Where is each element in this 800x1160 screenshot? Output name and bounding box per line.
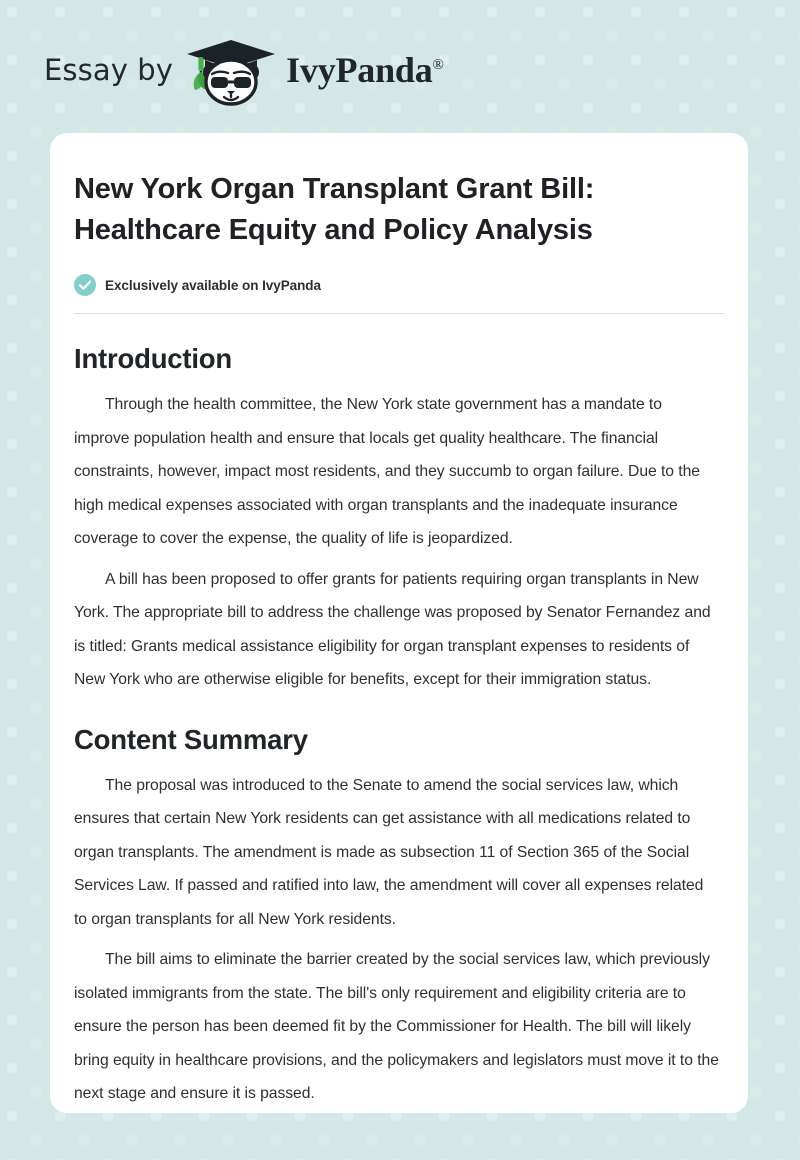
- essay-by-label: Essay by: [44, 52, 174, 87]
- section-heading-introduction: Introduction: [74, 343, 232, 374]
- title-divider: [74, 313, 725, 314]
- brand-header: [44, 34, 444, 106]
- registered-trademark-symbol: ®: [432, 57, 444, 73]
- panda-graduate-logo-icon: [183, 34, 279, 106]
- paragraph: The proposal was introduced to the Senate to amend the social services law, which ensures that certain New York residents can get assistance with all medications related to organ transplants. The amendment is made as subsection 11 of Section 365 of the Social Services Law. If passed and ratified into law, the amendment will cover all expenses related to organ transplants for all New York residents.: [74, 776, 704, 928]
- check-circle-icon: [74, 274, 96, 296]
- brand-wordmark: [286, 52, 444, 88]
- section-heading-content-summary: Content Summary: [74, 723, 308, 755]
- paragraph: Through the health committee, the New York state government has a mandate to improve population health and ensure that locals get quality healthcare. The financial constraints, however, impact most residents, and they succumb to organ failure. Due to the high medical expenses associated with organ transplants and the inadequate insurance coverage to cover the expense, the quality of life is jeopardized.: [74, 396, 700, 547]
- brand-name-text: IvyPanda: [286, 50, 433, 90]
- exclusive-availability-label: Exclusively available on IvyPanda: [105, 277, 321, 293]
- ivypanda-logo[interactable]: [183, 34, 444, 106]
- page-title: New York Organ Transplant Grant Bill: Healthcare Equity and Policy Analysis: [74, 173, 595, 246]
- status-badge: [74, 274, 723, 296]
- essay-card: [50, 133, 748, 1113]
- paragraph: A bill has been proposed to offer grants for patients requiring organ transplants in New York. The appropriate bill to address the challenge was proposed by Senator Fernandez and is titled: Grants medical assistance eligibility for organ transplant expenses to residents of New York who are otherwise eligible for benefits, except for their immigration status.: [74, 570, 711, 688]
- paragraph: The bill aims to eliminate the barrier created by the social services law, which previously isolated immigrants from the state. The bill's only requirement and eligibility criteria are to ensure the person has been deemed fit by the Commissioner for Health. The bill will likely bring equity in healthcare provisions, and the policymakers and legislators must move it to the next stage and ensure it is passed.: [74, 951, 719, 1102]
